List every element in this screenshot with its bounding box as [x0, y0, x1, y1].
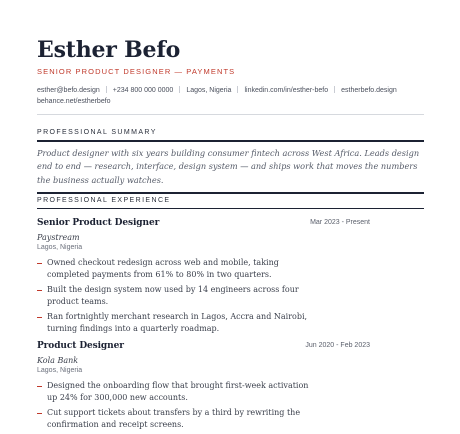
job-dates: Jun 2020 - Feb 2023 — [305, 342, 370, 349]
contact-website[interactable]: estherbefo.design — [341, 87, 397, 94]
contact-separator — [179, 86, 180, 93]
job-bullets — [37, 257, 312, 335]
job-bullet-text: Owned checkout redesign across web and mobile, taking completed payments from 61% to 80% in two quarters. — [47, 258, 279, 279]
contact-email[interactable]: esther@befo.design — [37, 87, 100, 94]
job-company: Paystream — [37, 233, 80, 242]
bullet-dash-icon — [37, 263, 42, 264]
job-entry — [37, 218, 424, 335]
job-bullet-text: Cut support tickets about transfers by a third by rewriting the confirmation and receipt screens. — [47, 408, 301, 429]
contact-linkedin[interactable]: linkedin.com/in/esther-befo — [244, 87, 329, 94]
job-company: Kola Bank — [37, 356, 79, 365]
summary-rule — [37, 140, 424, 142]
bullet-dash-icon — [37, 290, 42, 291]
summary-text: Product designer with six years building consumer fintech across West Africa. Leads design end to end — research, interface, design system — and ships work that moves the numbers the business actually watches. — [37, 147, 420, 185]
candidate-title: SENIOR PRODUCT DESIGNER — PAYMENTS — [37, 67, 236, 76]
contact-phone[interactable]: +234 800 000 0000 — [112, 87, 174, 94]
job-bullet-text: Ran fortnightly merchant research in Lagos, Accra and Nairobi, turning findings into a quarterly roadmap. — [47, 312, 308, 333]
contact-separator — [334, 86, 335, 93]
summary-heading: PROFESSIONAL SUMMARY — [37, 129, 157, 136]
job-bullet-text: Built the design system now used by 14 engineers across four product teams. — [47, 285, 299, 306]
job-entry — [37, 341, 424, 431]
experience-rule — [37, 208, 424, 210]
bullet-dash-icon — [37, 413, 42, 414]
job-bullets — [37, 380, 312, 431]
candidate-name: Esther Befo — [37, 37, 181, 63]
job-role: Senior Product Designer — [37, 218, 160, 228]
bullet-dash-icon — [37, 386, 42, 387]
job-dates: Mar 2023 - Present — [310, 219, 370, 226]
job-bullet — [37, 380, 312, 404]
job-bullet — [37, 257, 312, 281]
experience-heading: PROFESSIONAL EXPERIENCE — [37, 196, 171, 204]
bullet-dash-icon — [37, 317, 42, 318]
job-location: Lagos, Nigeria — [37, 367, 83, 374]
experience-rule-top — [37, 192, 424, 194]
job-bullet — [37, 284, 312, 308]
contact-separator — [106, 86, 107, 93]
resume-page — [37, 36, 424, 434]
header-divider — [37, 114, 424, 115]
job-location: Lagos, Nigeria — [37, 244, 83, 251]
contact-location: Lagos, Nigeria — [186, 87, 232, 94]
job-bullet-text: Designed the onboarding flow that brought first-week activation up 24% for 300,000 new accounts. — [47, 381, 309, 402]
contact-separator — [237, 86, 238, 93]
job-role: Product Designer — [37, 341, 124, 351]
contact-line — [37, 85, 424, 107]
contact-behance[interactable]: behance.net/estherbefo — [37, 98, 111, 105]
job-bullet — [37, 311, 312, 335]
